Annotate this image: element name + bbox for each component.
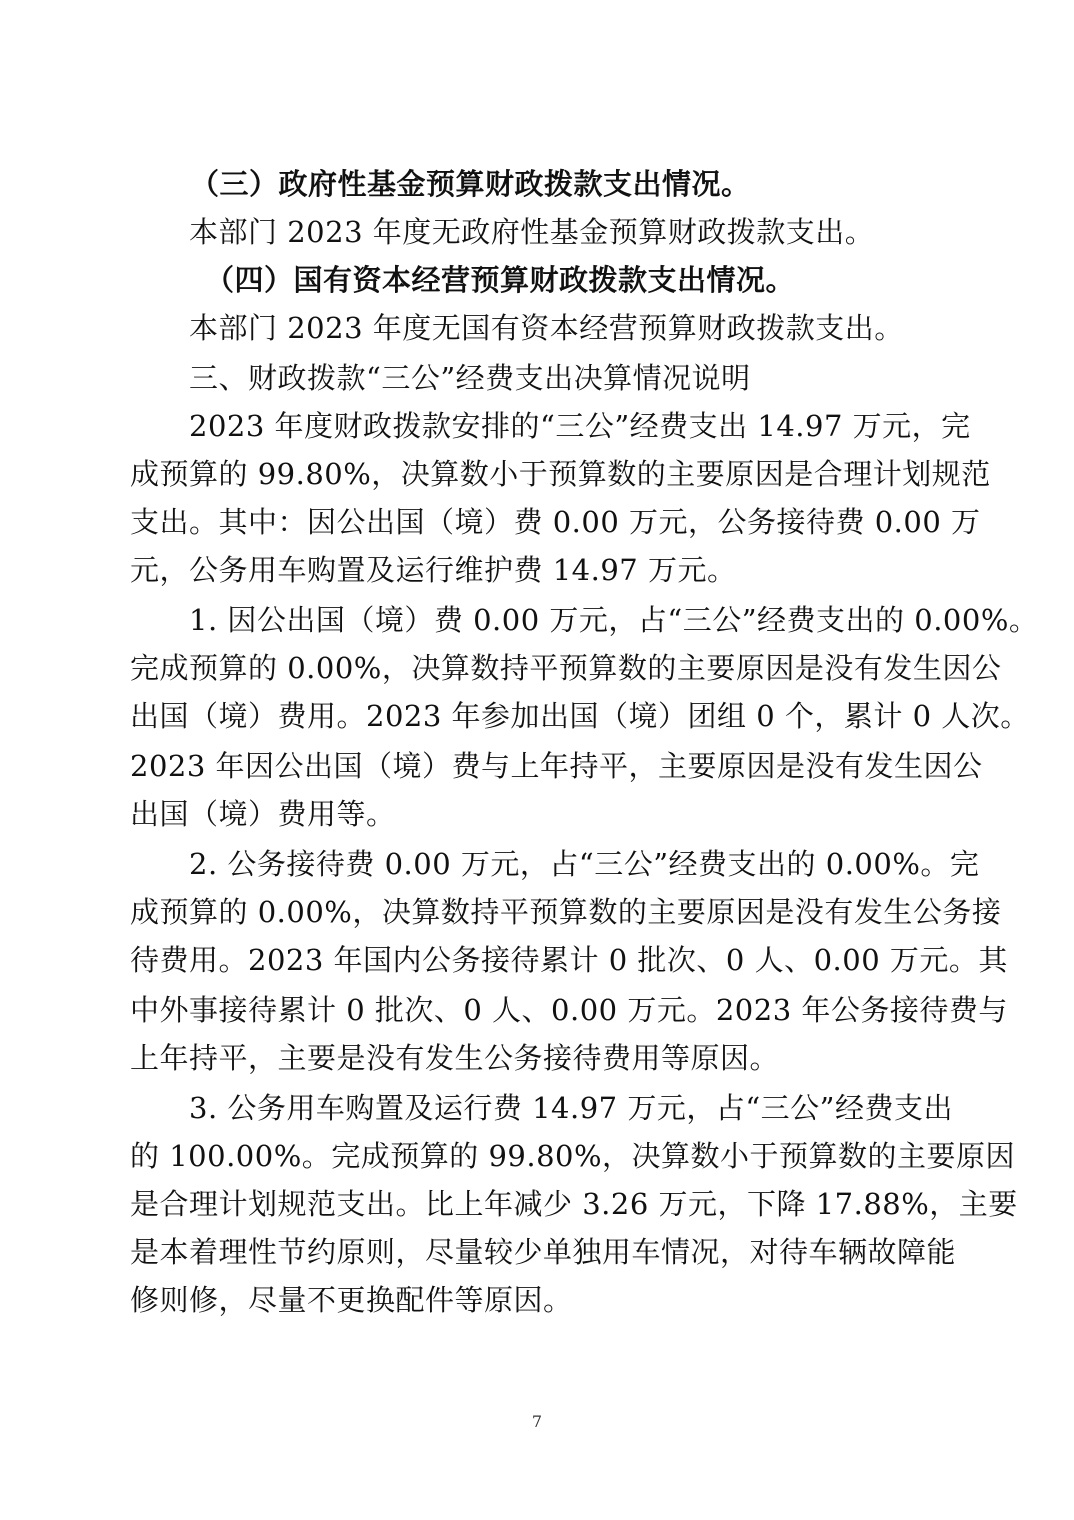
section-heading: （三）政府性基金预算财政拨款支出情况。 [190,167,751,201]
paragraph-line: 修则修，尽量不更换配件等原因。 [130,1283,573,1317]
paragraph-line: 成预算的 99.80%，决算数小于预算数的主要原因是合理计划规范 [130,457,991,491]
paragraph-line: 本部门 2023 年度无政府性基金预算财政拨款支出。 [130,215,875,249]
paragraph-line: 成预算的 0.00%，决算数持平预算数的主要原因是没有发生公务接 [130,895,1002,929]
paragraph-line: 是合理计划规范支出。比上年减少 3.26 万元，下降 17.88%，主要 [130,1187,1018,1221]
paragraph-line: 2. 公务接待费 0.00 万元，占“三公”经费支出的 0.00%。完 [130,847,980,881]
paragraph-line: 本部门 2023 年度无国有资本经营预算财政拨款支出。 [130,311,904,345]
paragraph-line: 上年持平，主要是没有发生公务接待费用等原因。 [130,1041,780,1075]
paragraph-line: 三、财政拨款“三公”经费支出决算情况说明 [130,361,751,395]
paragraph-line: 待费用。2023 年国内公务接待累计 0 批次、0 人、0.00 万元。其 [130,943,1008,977]
paragraph-line: 1. 因公出国（境）费 0.00 万元，占“三公”经费支出的 0.00%。 [130,603,1039,637]
paragraph-line: 中外事接待累计 0 批次、0 人、0.00 万元。2023 年公务接待费与 [130,993,1008,1027]
section-heading: （四）国有资本经营预算财政拨款支出情况。 [190,263,796,297]
page-number: 7 [531,1412,543,1431]
paragraph-line: 2023 年因公出国（境）费与上年持平，主要原因是没有发生因公 [130,749,983,783]
paragraph-line: 出国（境）费用等。 [130,797,396,831]
paragraph-line: 出国（境）费用。2023 年参加出国（境）团组 0 个，累计 0 人次。 [130,699,1030,733]
paragraph-line: 完成预算的 0.00%，决算数持平预算数的主要原因是没有发生因公 [130,651,1002,685]
paragraph-line: 支出。其中：因公出国（境）费 0.00 万元，公务接待费 0.00 万 [130,505,981,539]
paragraph-line: 是本着理性节约原则，尽量较少单独用车情况，对待车辆故障能 [130,1235,957,1269]
paragraph-line: 元，公务用车购置及运行维护费 14.97 万元。 [130,553,737,587]
paragraph-line: 的 100.00%。完成预算的 99.80%，决算数小于预算数的主要原因 [130,1139,1016,1173]
paragraph-line: 3. 公务用车购置及运行费 14.97 万元，占“三公”经费支出 [130,1091,953,1125]
paragraph-line: 2023 年度财政拨款安排的“三公”经费支出 14.97 万元，完 [130,409,971,443]
